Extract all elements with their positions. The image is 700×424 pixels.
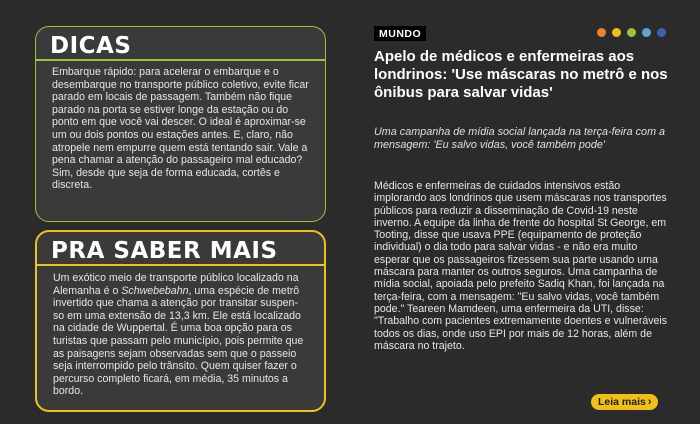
- color-dots: [597, 28, 666, 37]
- learn-more-text-start: Um exótico meio de transporte público localizado na Alemanha é o: [53, 272, 299, 297]
- tips-header: [36, 27, 325, 61]
- section-tag[interactable]: MUNDO: [374, 26, 426, 41]
- read-more-label: Leia mais: [598, 396, 646, 408]
- learn-more-text-end: , uma espécie de metrô invertido que chama a atenção por transitar suspen-so em uma extensão de 13,3 km. Ele está localizado na cidade de Wuppertal. É uma boa opção para os turistas que passam pelo município, pois permite que as paisagens sejam observadas sem que o passeio seja interrompido pelo trânsito. Quem quiser fazer o percurso completo ficará, em média, 35 minutos a bordo.: [53, 284, 304, 398]
- article-headline[interactable]: Apelo de médicos e enfermeiras aos londrinos: 'Use máscaras no metrô e nos ônibus para salvar vidas': [374, 48, 668, 101]
- tips-box: [35, 26, 326, 222]
- learn-more-text-italic: Schwebebahn: [121, 284, 189, 297]
- learn-more-box: [35, 230, 326, 412]
- orange-dot-icon: [597, 28, 606, 37]
- learn-more-title: PRA SABER MAIS: [51, 238, 278, 264]
- yellow-dot-icon: [612, 28, 621, 37]
- chevron-right-icon: ›: [647, 395, 652, 408]
- tips-text: Embarque rápido: para acelerar o embarque e o desembarque no transporte público coletivo, evite ficar parado em locais de passagem. Também não fique parado na porta se estiver longe da estação ou do ponto em que você vai descer. O ideal é aproximar-se um ou dois pontos ou estações antes. E, claro, não atropele nem empurre quem está tentando sair. Vale a pena chamar a atenção do passageiro mal educado? Sim, desde que seja de forma educada, cortês e discreta.: [52, 66, 309, 192]
- article-body: Médicos e enfermeiras de cuidados intensivos estão implorando aos londrinos que usem máscaras nos transportes públicos para reduzir a disseminação de Covid-19 neste inverno. A equipe da linha de frente do hospital St George, em Tooting, disse que usava PPE (equipamento de proteção individual) o dia todo para salvar vidas - e não era muito esperar que os passageiros fizessem sua parte usando uma máscara para manter os outros seguros. Uma campanha de mídia social, apoiada pelo prefeito Sadiq Khan, foi lançada na terça-feira, com a mensagem: "Eu salvo vidas, você também pode." Teareen Mamdeen, uma enfermeira da UTI, disse: "Trabalho com pacientes extremamente doentes e vulneráveis todos os dias, onde uso EPI por mais de 12 horas, além de máscara no trajeto.: [374, 180, 668, 352]
- read-more-button[interactable]: [591, 394, 658, 410]
- learn-more-text: [53, 272, 308, 398]
- learn-more-header: [37, 232, 324, 266]
- news-article: [374, 24, 674, 352]
- tips-title: DICAS: [50, 33, 132, 59]
- article-subhead: Uma campanha de mídia social lançada na terça-feira com a mensagem: 'Eu salvo vidas, você também pode': [374, 126, 666, 151]
- blue-dot-icon: [657, 28, 666, 37]
- light-blue-dot-icon: [642, 28, 651, 37]
- green-dot-icon: [627, 28, 636, 37]
